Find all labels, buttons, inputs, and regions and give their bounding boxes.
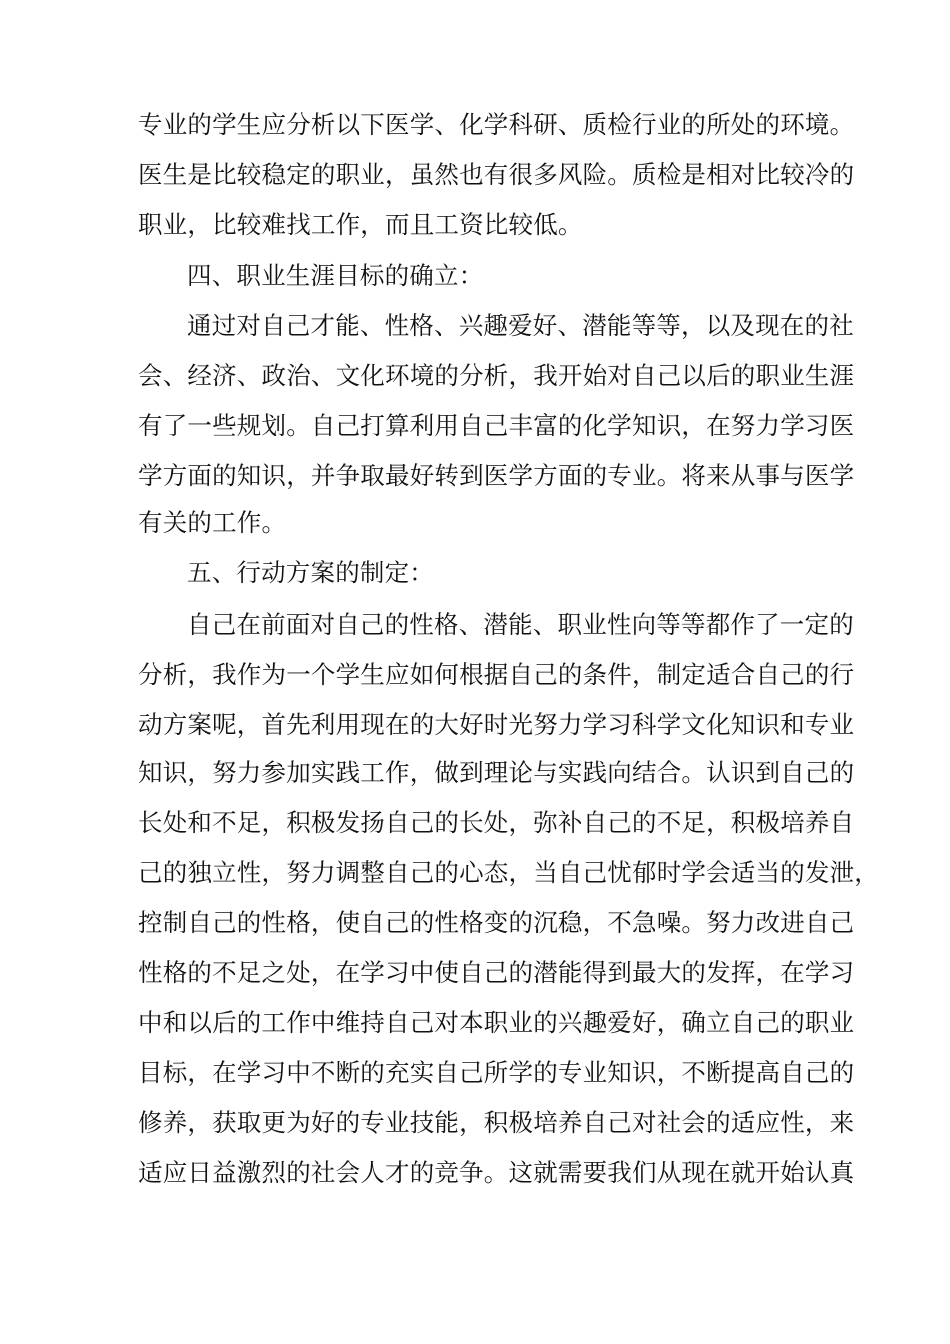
text-line: 中和以后的工作中维持自己对本职业的兴趣爱好，确立自己的职业 <box>138 1008 855 1037</box>
text-line: 目标，在学习中不断的充实自己所学的专业知识，不断提高自己的 <box>138 1058 855 1087</box>
text-line: 控制自己的性格，使自己的性格变的沉稳，不急噪。努力改进自己 <box>138 908 855 937</box>
text-line: 会、经济、政治、文化环境的分析，我开始对自己以后的职业生涯 <box>138 361 855 390</box>
text-line: 长处和不足，积极发扬自己的长处，弥补自己的不足，积极培养自 <box>138 808 855 837</box>
text-line: 性格的不足之处，在学习中使自己的潜能得到最大的发挥，在学习 <box>138 958 855 987</box>
text-line: 分析，我作为一个学生应如何根据自己的条件，制定适合自己的行 <box>138 660 855 689</box>
text-line: 有关的工作。 <box>138 508 287 537</box>
text-line: 适应日益激烈的社会人才的竞争。这就需要我们从现在就开始认真 <box>138 1158 855 1187</box>
text-line: 己的独立性，努力调整自己的心态，当自己忧郁时学会适当的发泄， <box>138 858 879 887</box>
text-line: 自己在前面对自己的性格、潜能、职业性向等等都作了一定的 <box>187 610 854 639</box>
text-line: 通过对自己才能、性格、兴趣爱好、潜能等等，以及现在的社 <box>187 311 854 340</box>
section-heading: 五、行动方案的制定： <box>187 558 434 587</box>
text-line: 有了一些规划。自己打算利用自己丰富的化学知识，在努力学习医 <box>138 411 855 440</box>
text-line: 知识，努力参加实践工作，做到理论与实践向结合。认识到自己的 <box>138 758 855 787</box>
text-line: 动方案呢，首先利用现在的大好时光努力学习科学文化知识和专业 <box>138 710 855 739</box>
text-line: 学方面的知识，并争取最好转到医学方面的专业。将来从事与医学 <box>138 461 855 490</box>
section-heading: 四、职业生涯目标的确立： <box>187 261 484 290</box>
text-line: 医生是比较稳定的职业，虽然也有很多风险。质检是相对比较冷的 <box>138 160 855 189</box>
text-line: 专业的学生应分析以下医学、化学科研、质检行业的所处的环境。 <box>138 110 855 139</box>
text-line: 修养，获取更为好的专业技能，积极培养自己对社会的适应性，来 <box>138 1108 855 1137</box>
text-line: 职业，比较难找工作，而且工资比较低。 <box>138 210 583 239</box>
